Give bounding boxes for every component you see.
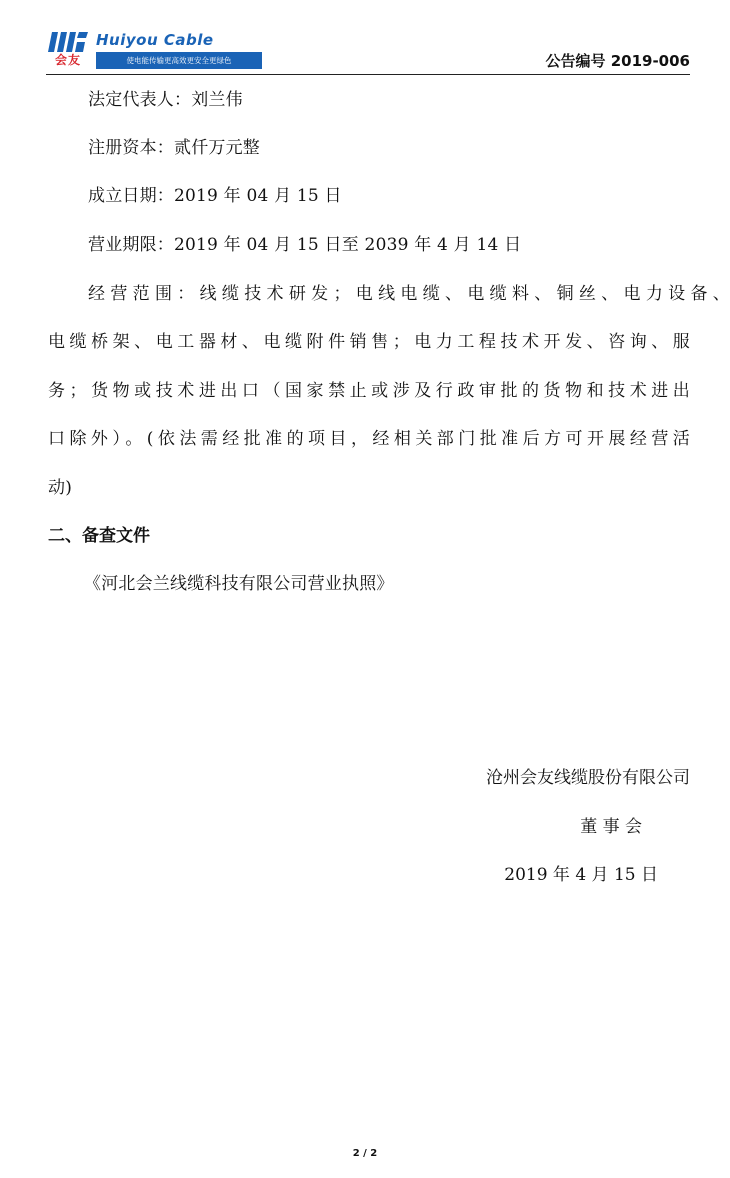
company-logo (46, 30, 232, 70)
logo-chinese-text: 会友 (54, 53, 81, 67)
business-scope-line: 电缆桥架、电工器材、电缆附件销售；电力工程技术开发、咨询、服 (48, 332, 690, 352)
legal-representative: 法定代表人：刘兰伟 (88, 90, 243, 110)
business-scope-line: 经营范围：线缆技术研发；电线电缆、电缆料、铜丝、电力设备、 (88, 284, 730, 304)
business-scope-line: 动) (48, 478, 73, 498)
signature-date: 2019 年 4 月 15 日 (504, 865, 658, 885)
establishment-date: 成立日期：2019 年 04 月 15 日 (88, 186, 342, 206)
announcement-number: 公告编号 2019-006 (545, 52, 690, 70)
page-number: 2 / 2 (352, 1148, 378, 1159)
signature-company: 沧州会友线缆股份有限公司 (486, 768, 690, 788)
registered-capital: 注册资本：贰仟万元整 (88, 138, 260, 158)
header-divider (46, 74, 690, 75)
reference-document: 《河北会兰线缆科技有限公司营业执照》 (84, 574, 394, 594)
logo-slogan: 使电能传输更高效更安全更绿色 (96, 52, 262, 69)
business-term: 营业期限：2019 年 04 月 15 日至 2039 年 4 月 14 日 (88, 235, 522, 255)
section-heading: 二、备查文件 (48, 526, 150, 546)
logo-english-text: Huiyou Cable (96, 31, 214, 49)
business-scope-line: 务；货物或技术进出口（国家禁止或涉及行政审批的货物和技术进出 (48, 381, 690, 401)
signature-board: 董 事 会 (580, 817, 642, 837)
business-scope-line: 口除外）。(依法需经批准的项目，经相关部门批准后方可开展经营活 (48, 429, 690, 449)
